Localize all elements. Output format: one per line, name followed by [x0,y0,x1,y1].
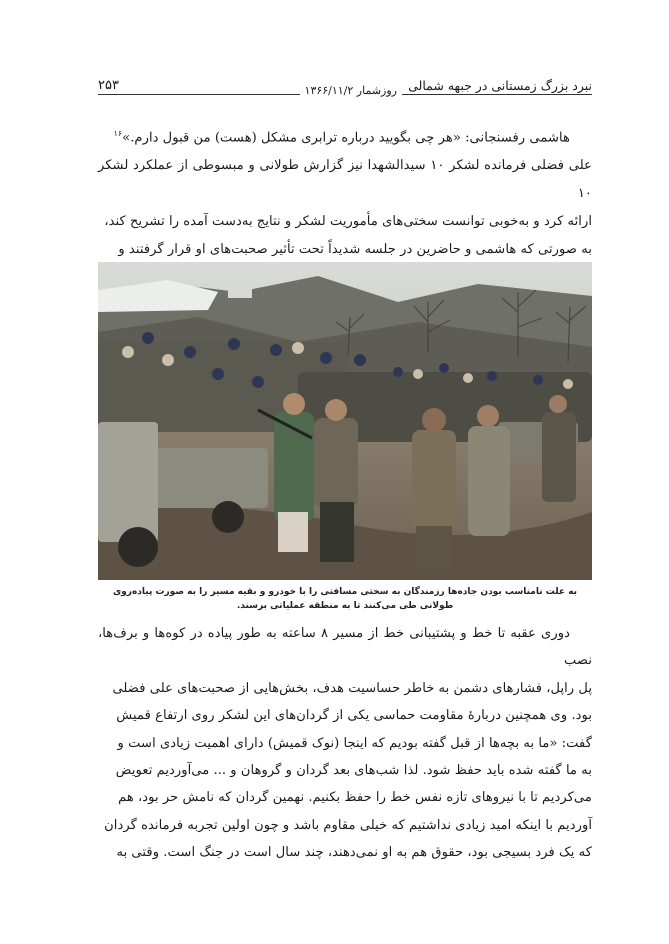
text-line: علی فضلی فرمانده لشکر ۱۰ سیدالشهدا نیز گزارش طولانی و مبسوطی از عملکرد لشکر ۱۰ [98,158,592,202]
figure-caption: به علت نامناسب بودن جاده‌ها رزمندگان به سختی مسافتی را با خودرو و بقیه مسیر را به صورت پیاده‌روی طولانی طی می‌کنند تا به منطقه عملیاتی برسند. [112,587,578,611]
book-title: نبرد بزرگ زمستانی در جبهه شمالی [404,78,592,93]
soldiers-photo [98,262,592,580]
text-line: بود. وی همچنین دربارهٔ مقاومت حماسی یکی از گردان‌های این لشکر روی ارتفاع قمیش [116,708,592,724]
text-line: به صورتی که هاشمی و حاضرین در جلسه شدیداً تحت تأثیر صحبت‌های او قرار گرفتند و [118,242,592,258]
text-line: که یک فرد بسیجی بود، حقوق هم به او نمی‌دهند، چند سال است در جنگ است. وقتی به [116,845,592,861]
text-line: می‌کردیم تا با نیروهای تازه نفس خط را حفظ بکنیم. نهمین گردان که نامش حر بود، هم [118,790,592,806]
diary-date: روزشمار ۱۳۶۶/۱۱/۲ [300,84,402,97]
page-number: ۲۵۳ [98,78,123,93]
running-header [98,78,592,98]
text-line: به ما گفته شده باید حفظ شود. لذا شب‌های بعد گردان و گروهان و ... می‌آوردیم تعویض [115,763,592,779]
text-line: ارائه کرد و به‌خوبی توانست سختی‌های مأموریت لشکر و نتایج به‌دست آمده را تشریح کند، [104,214,592,230]
text-line: دوری عقبه تا خط و پشتیبانی خط از مسیر ۸ ساعته به طور پیاده در کوه‌ها و برف‌ها، نصب [98,626,592,669]
text-line: گفت: «ما به بچه‌ها از قبل گفته بودیم که اینجا (نوک قمیش) دارای اهمیت زیادی است و [117,735,592,751]
footnote-ref: ۱۶ [113,129,123,138]
text-line: آوردیم با اینکه امید زیادی نداشتیم که خیلی مقاوم باشد و چون اولین تجربه فرمانده گردان [104,817,592,833]
photograph-soldiers-convoy-icon [98,262,592,580]
paragraph-bottom [98,620,592,867]
text-line: پل راپل، فشارهای دشمن به خاطر حساسیت هدف، بخش‌هایی از صحبت‌های علی فضلی [112,680,592,696]
text-line: هاشمی رفسنجانی: «هر چی بگویید درباره ترابری مشکل (هست) من قبول دارم.»$^{۱۶}$ [113,129,570,146]
